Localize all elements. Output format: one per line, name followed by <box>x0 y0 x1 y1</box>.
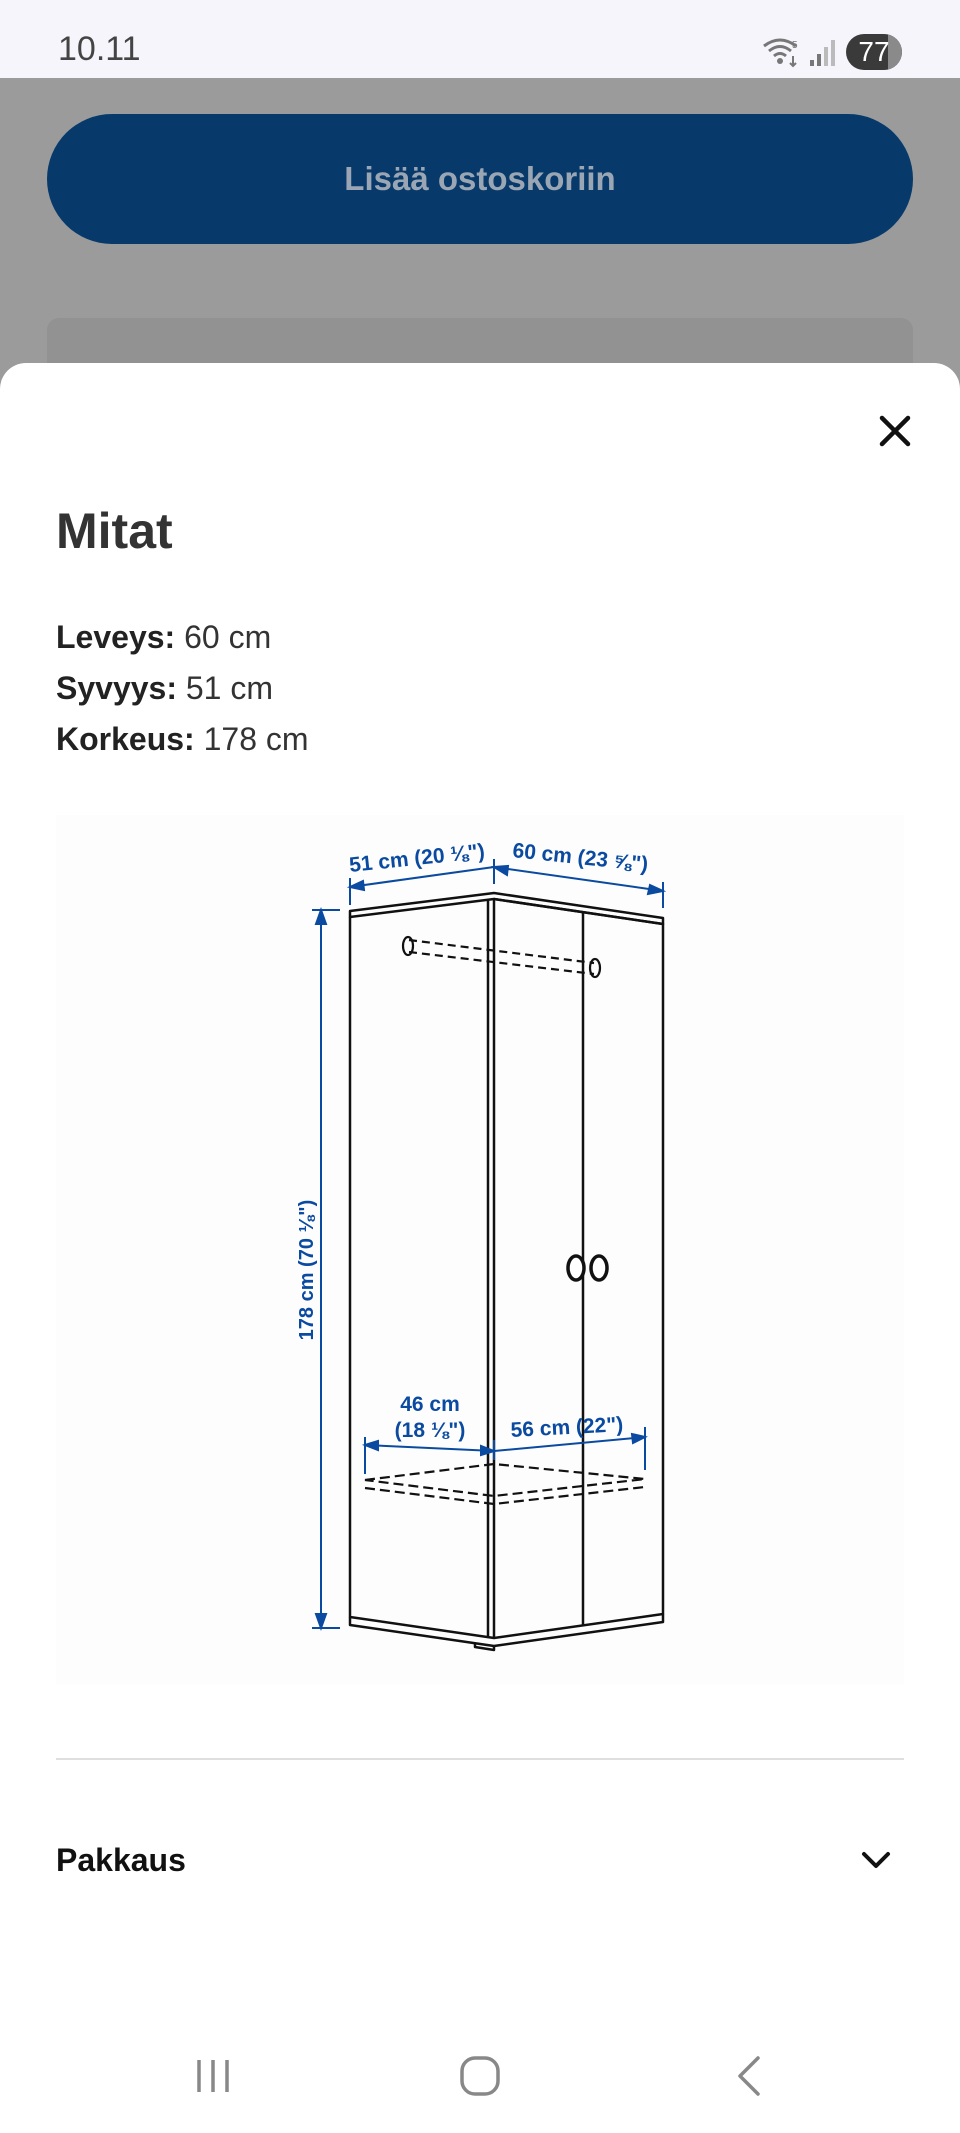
spec-value: 51 cm <box>185 670 274 706</box>
packaging-section-toggle[interactable]: Pakkaus <box>56 1842 186 1878</box>
dimension-label-depth: 51 cm (20 ⅛") <box>348 839 486 877</box>
svg-text:5: 5 <box>792 40 798 51</box>
status-time: 10.11 <box>58 30 141 68</box>
status-bar <box>0 0 960 78</box>
section-divider <box>56 1758 904 1760</box>
spec-list <box>56 612 309 765</box>
spec-label: Syvyys: <box>56 670 177 706</box>
spec-value: 60 cm <box>184 619 272 655</box>
add-to-cart-button[interactable]: Lisää ostoskoriin <box>47 114 913 244</box>
back-icon[interactable] <box>720 2052 780 2100</box>
battery-level: 77 <box>858 36 890 67</box>
chevron-down-icon[interactable] <box>858 1842 894 1878</box>
battery-indicator <box>846 34 902 70</box>
spec-width <box>56 612 309 663</box>
dimension-label-width: 60 cm (23 ⅝") <box>511 839 650 877</box>
wardrobe-dimension-diagram <box>56 815 904 1685</box>
dimension-label-inner-depth-2: (18 ⅛") <box>394 1419 466 1442</box>
signal-icon <box>808 38 836 68</box>
spec-depth <box>56 663 309 714</box>
wifi-icon <box>762 36 802 68</box>
close-button[interactable] <box>870 406 920 456</box>
sheet-title: Mitat <box>56 503 173 559</box>
spec-height <box>56 714 309 765</box>
home-icon[interactable] <box>450 2052 510 2100</box>
close-icon <box>878 414 912 448</box>
recent-apps-icon[interactable] <box>183 2052 243 2100</box>
spec-label: Leveys: <box>56 619 176 655</box>
spec-value: 178 cm <box>203 721 309 757</box>
dimension-label-height: 178 cm (70 ⅛") <box>296 1199 318 1341</box>
dimension-label-inner-depth-1: 46 cm <box>400 1393 460 1416</box>
spec-label: Korkeus: <box>56 721 195 757</box>
dimension-label-inner-width: 56 cm (22") <box>510 1413 624 1442</box>
